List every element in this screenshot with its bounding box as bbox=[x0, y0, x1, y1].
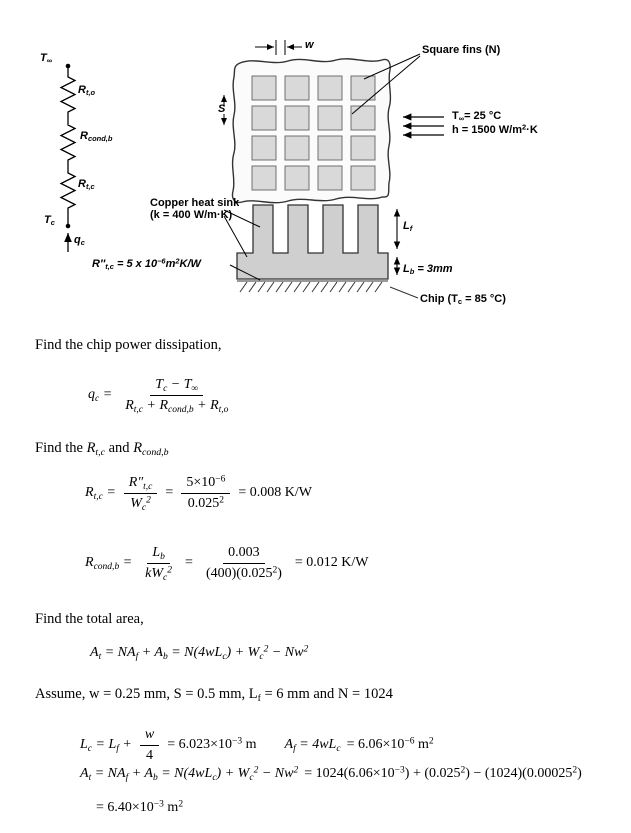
node-t-c bbox=[66, 224, 71, 229]
chip-hatching bbox=[237, 281, 418, 298]
eq2-f2-denominator: 0.025$^2$ bbox=[187, 494, 224, 511]
eq4-line: $A_t = NA_f + A_b = N(4wL_c) + W_c^2 - Nw^2$ bbox=[90, 644, 309, 662]
copper-pointer-2 bbox=[224, 216, 247, 257]
eq5-l2-numeric: = $1024(6.06\times 10^{-3}) + (0.025^2) - (1024)(0.00025^2)$ bbox=[304, 765, 582, 781]
eq2-fraction-2 bbox=[181, 474, 230, 512]
label-t-infinity: $T_\infty$ bbox=[40, 52, 53, 66]
label-t-c: $T_c$ bbox=[44, 214, 55, 228]
eq1-denominator: $R_{t,c} + R_{cond,b} + R_{t,o}$ bbox=[125, 397, 229, 415]
label-square-fins: Square fins (N) bbox=[422, 44, 501, 56]
eq3-f2-denominator: (400)(0.025$^2$) bbox=[205, 564, 282, 581]
fin-array-top-view bbox=[232, 59, 390, 203]
eq5-l1-denominator: 4 bbox=[146, 747, 154, 763]
chip-pointer bbox=[390, 287, 418, 298]
label-contact-resistance: $R''_{t,c} = 5$ x $10^{-6}m^2K/W$ bbox=[92, 256, 201, 272]
eq3-result: = 0.012 K/W bbox=[294, 555, 369, 570]
equation-at-result bbox=[96, 800, 183, 816]
h2-mid: and bbox=[105, 440, 134, 456]
eq1-fraction bbox=[120, 376, 233, 414]
label-copper-line1: Copper heat sink bbox=[150, 197, 240, 209]
label-t-inf-value: $T_\infty= 25$ °C bbox=[452, 110, 502, 124]
eq3-f1-numerator: $L_b$ bbox=[147, 544, 170, 564]
eq2-f2-numerator: $5\times 10^{-6}$ bbox=[181, 474, 230, 494]
equation-qc bbox=[88, 376, 235, 414]
eq3-fraction-2 bbox=[201, 544, 287, 582]
eq5-l1-lhs: $L_c = L_f$ + bbox=[80, 737, 132, 754]
heat-sink-side-view bbox=[224, 205, 397, 280]
convection-arrows bbox=[403, 117, 444, 135]
resistor-r-tc bbox=[61, 170, 75, 211]
eq2-fraction-1 bbox=[124, 474, 158, 512]
label-r-cond-b: $R_{cond,b}$ bbox=[80, 130, 113, 144]
eq5-af-lhs: $A_f = 4wL_c$ bbox=[284, 737, 341, 754]
equation-r-tc bbox=[85, 474, 312, 512]
eq3-lhs: $R_{cond,b}$ = bbox=[85, 555, 133, 572]
h2-r-cond-b: $R_{cond,b}$ bbox=[133, 440, 169, 458]
eq2-f1-denominator: $W_c^2$ bbox=[130, 494, 151, 513]
h2-r-tc: $R_{t,c}$ bbox=[86, 440, 105, 458]
label-lf: $L_f$ bbox=[403, 220, 413, 234]
equation-total-area bbox=[90, 645, 308, 661]
eq1-numerator: $T_c - T_\infty$ bbox=[150, 376, 203, 396]
label-h-value: h = 1500 $W/m^2\cdot K$ bbox=[452, 122, 538, 136]
eq2-equals: = bbox=[165, 485, 174, 500]
eq5-l2-symbolic: $A_t = NA_f + A_b = N(4wL_c) + W_c^2 - Nw^2$ bbox=[80, 765, 299, 783]
eq3-f2-numerator: 0.003 bbox=[223, 544, 265, 564]
h2-pre: Find the bbox=[35, 440, 87, 456]
equation-lc-af bbox=[80, 726, 434, 764]
eq3-f1-denominator: $kW_c^2$ bbox=[145, 564, 173, 583]
eq5-l3-result: = $6.40\times 10^{-3}$ $m^2$ bbox=[96, 799, 184, 815]
equation-r-cond-b bbox=[85, 544, 369, 582]
resistor-r-cond-b bbox=[61, 122, 75, 163]
eq5-l1-numerator: w bbox=[140, 726, 159, 746]
equation-at-numeric bbox=[80, 766, 582, 782]
label-r-to: $R_{t,o}$ bbox=[78, 84, 96, 98]
eq5-l1-result: = $6.023\times 10^{-3}$ m bbox=[167, 736, 257, 752]
heading-resistances bbox=[35, 440, 169, 457]
heading-power-dissipation: Find the chip power dissipation, bbox=[35, 337, 222, 353]
label-q-c: $q_c$ bbox=[74, 234, 85, 248]
heading-total-area: Find the total area, bbox=[35, 611, 144, 627]
eq2-f1-numerator: $R''_{t,c}$ bbox=[124, 474, 158, 494]
eq5-l1-fraction bbox=[140, 726, 159, 764]
label-s: S bbox=[218, 103, 226, 115]
assumptions-line: Assume, w = 0.25 mm, S = 0.5 mm, $L_f = 6$ mm and N = 1024 bbox=[35, 686, 393, 704]
label-chip: Chip ($T_c = 85$ °C) bbox=[420, 293, 506, 307]
label-lb: $L_b = 3mm$ bbox=[403, 263, 453, 277]
eq2-lhs: $R_{t,c}$ = bbox=[85, 485, 116, 502]
label-copper-line2: (k = 400 W/m·K) bbox=[150, 209, 233, 221]
eq5-af-result: = $6.06\times 10^{-6}$ $m^2$ bbox=[346, 736, 434, 752]
eq3-equals: = bbox=[185, 555, 193, 570]
label-r-tc: $R_{t,c}$ bbox=[78, 178, 95, 192]
label-w: w bbox=[305, 39, 314, 51]
resistor-r-to bbox=[61, 74, 75, 115]
fins-and-base bbox=[237, 205, 388, 279]
eq1-lhs: $q_c$ = bbox=[88, 387, 113, 404]
eq3-fraction-1 bbox=[140, 544, 177, 582]
eq2-result: = 0.008 K/W bbox=[238, 485, 312, 500]
heat-sink-figure bbox=[0, 0, 631, 320]
thermal-circuit bbox=[61, 64, 75, 252]
